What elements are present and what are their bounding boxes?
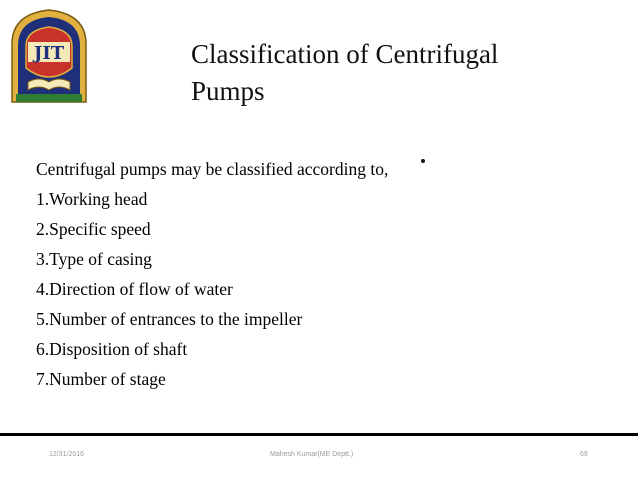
logo-text: JIT [33, 43, 65, 64]
footer-page-number: 69 [580, 451, 588, 458]
list-item: 5.Number of entrances to the impeller [36, 309, 303, 329]
list-item: 4.Direction of flow of water [36, 279, 233, 299]
list-item: 3.Type of casing [36, 249, 152, 269]
title-line-2: Pumps [191, 76, 265, 106]
list-item: 7.Number of stage [36, 369, 166, 389]
footer-date: 12/31/2016 [49, 451, 85, 458]
footer-author: Mahesh Kumar(ME Deptt.) [270, 451, 354, 458]
slide-title [191, 36, 611, 110]
slide-body [36, 154, 616, 394]
title-line-1: Classification of Centrifugal [191, 39, 499, 69]
institute-logo [8, 6, 90, 106]
intro-text: Centrifugal pumps may be classified according to, [36, 159, 389, 179]
list-item: 2.Specific speed [36, 219, 151, 239]
list-item: 6.Disposition of shaft [36, 339, 188, 359]
list-item: 1.Working head [36, 189, 148, 209]
footer-divider [0, 433, 638, 436]
